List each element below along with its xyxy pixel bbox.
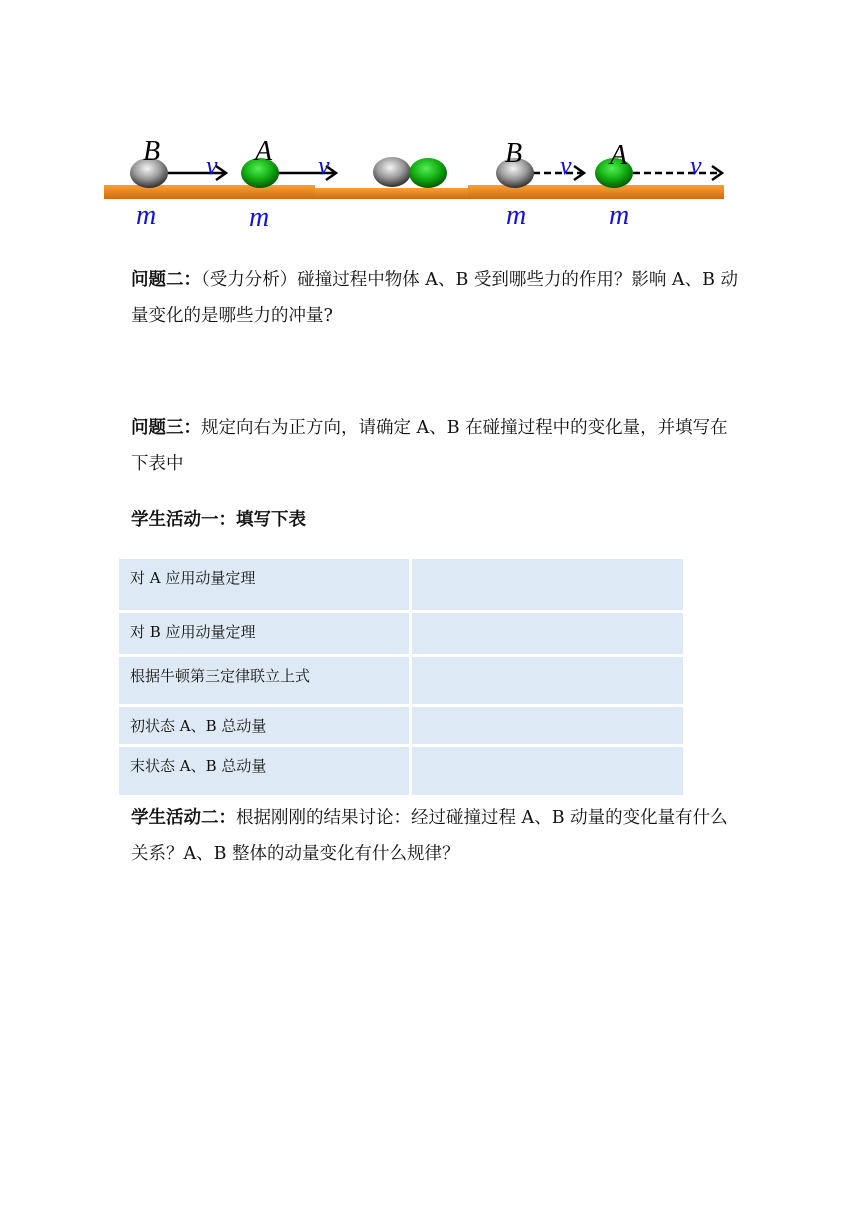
label-mass-a: m <box>249 202 270 233</box>
table-label-cell: 对 B 应用动量定理 <box>119 613 409 654</box>
label-mass-b: m <box>136 200 157 231</box>
activity-two-text: 根据刚刚的结果讨论：经过碰撞过程 A、B 动量的变化量有什么关系？A、B 整体的动量变化有什么规律？ <box>131 808 728 864</box>
ground-strip <box>104 185 315 199</box>
collision-diagram <box>0 0 860 240</box>
label-ball-a: A <box>255 136 273 167</box>
label-ball-a: A <box>610 140 628 171</box>
ground-strip <box>315 188 468 199</box>
table-row <box>119 657 683 704</box>
question-three <box>131 410 741 482</box>
activity-one <box>131 502 741 538</box>
activity-one-heading: 学生活动一：填写下表 <box>131 510 306 530</box>
table-label-cell: 末状态 A、B 总动量 <box>119 747 409 795</box>
label-ball-b: B <box>505 138 523 169</box>
question-two <box>131 262 741 334</box>
table-row <box>119 747 683 795</box>
momentum-table <box>116 556 686 798</box>
table-answer-cell[interactable] <box>412 747 683 795</box>
table-row <box>119 559 683 610</box>
label-velocity: v <box>206 151 218 180</box>
ball-b <box>373 157 411 187</box>
label-velocity: v <box>690 151 702 180</box>
table-label-cell: 初状态 A、B 总动量 <box>119 707 409 744</box>
table-label-cell: 根据牛顿第三定律联立上式 <box>119 657 409 704</box>
table-answer-cell[interactable] <box>412 657 683 704</box>
question-three-heading: 问题三： <box>131 418 201 438</box>
table-row <box>119 707 683 744</box>
label-ball-b: B <box>143 136 161 167</box>
question-two-text: （受力分析）碰撞过程中物体 A、B 受到哪些力的作用？影响 A、B 动量变化的是哪些力的冲量? <box>131 270 738 326</box>
label-mass-b: m <box>506 200 527 231</box>
question-three-text: 规定向右为正方向，请确定 A、B 在碰撞过程中的变化量，并填写在下表中 <box>131 418 728 474</box>
question-two-heading: 问题二： <box>131 270 201 290</box>
ball-a <box>409 158 447 188</box>
activity-two-heading: 学生活动二： <box>131 808 236 828</box>
activity-two <box>131 800 741 872</box>
label-mass-a: m <box>609 200 630 231</box>
ground-strip <box>468 185 724 199</box>
table-answer-cell[interactable] <box>412 559 683 610</box>
table-label-cell: 对 A 应用动量定理 <box>119 559 409 610</box>
label-velocity: v <box>560 151 572 180</box>
table-row <box>119 613 683 654</box>
table-answer-cell[interactable] <box>412 613 683 654</box>
table-answer-cell[interactable] <box>412 707 683 744</box>
label-velocity: v <box>318 151 330 180</box>
